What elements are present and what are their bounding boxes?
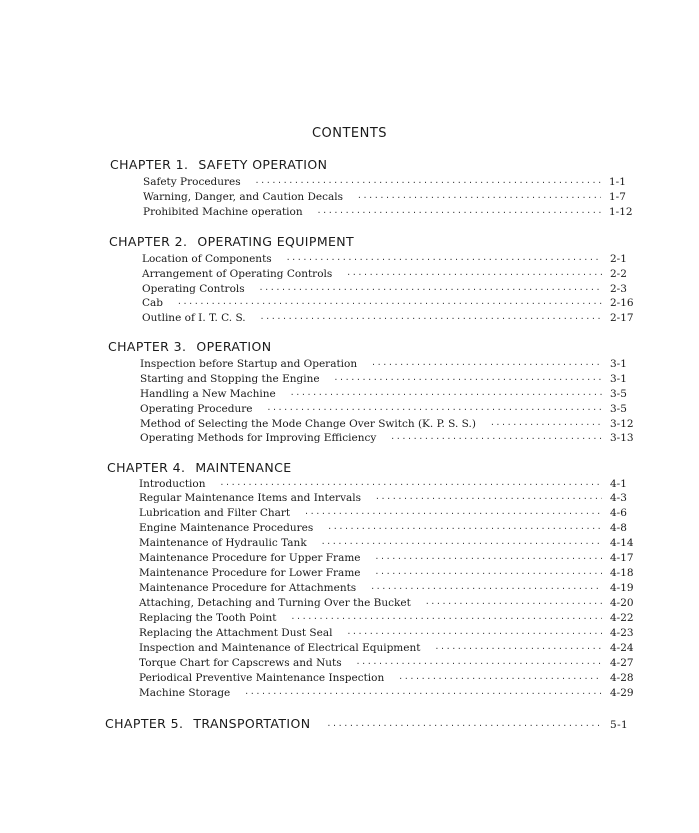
dot-leader xyxy=(375,552,603,567)
entry-label: Operating Procedure xyxy=(140,403,253,415)
entry-label: Location of Components xyxy=(142,253,272,265)
toc-entry[interactable] xyxy=(139,581,644,596)
toc-entry[interactable] xyxy=(139,477,644,492)
entry-label: Lubrication and Filter Chart xyxy=(139,507,291,519)
entry-label: Maintenance Procedure for Attachments xyxy=(139,582,357,594)
toc-entry[interactable] xyxy=(139,551,644,566)
dot-leader xyxy=(291,612,602,627)
entry-page: 1-12 xyxy=(609,206,633,218)
dot-leader xyxy=(327,522,602,537)
toc-entry[interactable] xyxy=(142,267,644,282)
entry-page: 3-5 xyxy=(610,403,627,415)
toc-entry[interactable] xyxy=(139,506,644,521)
entry-page: 2-16 xyxy=(610,297,634,309)
dot-leader xyxy=(334,373,602,388)
dot-leader xyxy=(321,537,602,552)
dot-leader xyxy=(370,582,602,597)
entry-page: 4-18 xyxy=(610,567,634,579)
chapter-number: CHAPTER 4. xyxy=(107,460,186,475)
chapter-heading xyxy=(109,234,354,249)
entry-page: 1-7 xyxy=(609,191,626,203)
dot-leader xyxy=(177,297,602,312)
toc-entry[interactable] xyxy=(139,626,644,641)
dot-leader xyxy=(398,672,602,687)
entry-page: 4-22 xyxy=(610,612,634,624)
entry-page: 4-19 xyxy=(610,582,634,594)
chapter-title: OPERATION xyxy=(196,339,272,354)
entry-label: Operating Methods for Improving Efficiency xyxy=(140,432,377,444)
entry-label: Method of Selecting the Mode Change Over Switch (K. P. S. S.) xyxy=(140,418,476,430)
toc-entry[interactable] xyxy=(143,175,643,190)
toc-entry[interactable] xyxy=(142,296,644,311)
entry-label: Attaching, Detaching and Turning Over the Bucket xyxy=(139,597,411,609)
entry-page: 3-1 xyxy=(610,373,627,385)
dot-leader xyxy=(434,642,602,657)
entry-label: Handling a New Machine xyxy=(140,388,276,400)
toc-entry[interactable] xyxy=(139,566,644,581)
entry-label: Inspection and Maintenance of Electrical Equipment xyxy=(139,642,421,654)
dot-leader xyxy=(371,358,602,373)
dot-leader xyxy=(375,492,602,507)
chapter-title: MAINTENANCE xyxy=(195,460,292,475)
entry-page: 4-23 xyxy=(610,627,634,639)
chapter-title: TRANSPORTATION xyxy=(193,716,311,731)
toc-entry[interactable] xyxy=(140,372,644,387)
entry-label: Safety Procedures xyxy=(143,176,241,188)
entry-page: 2-17 xyxy=(610,312,634,324)
toc-entry[interactable] xyxy=(139,671,644,686)
entry-label: Starting and Stopping the Engine xyxy=(140,373,320,385)
entry-page: 2-2 xyxy=(610,268,627,280)
entry-label: Engine Maintenance Procedures xyxy=(139,522,314,534)
entry-label: Arrangement of Operating Controls xyxy=(142,268,333,280)
entry-label: Prohibited Machine operation xyxy=(143,206,303,218)
toc-entry[interactable] xyxy=(139,641,644,656)
chapter-number: CHAPTER 5. xyxy=(105,716,184,731)
chapter-heading[interactable] xyxy=(105,716,644,735)
dot-leader xyxy=(255,176,601,191)
dot-leader xyxy=(356,657,602,672)
dot-leader xyxy=(286,253,602,268)
dot-leader xyxy=(266,403,602,418)
toc-entry[interactable] xyxy=(142,282,644,297)
toc-entry[interactable] xyxy=(139,596,644,611)
entry-page: 4-3 xyxy=(610,492,627,504)
toc-entry[interactable] xyxy=(139,656,644,671)
page-title: CONTENTS xyxy=(311,126,388,141)
entry-page: 3-13 xyxy=(610,432,634,444)
entry-page: 4-17 xyxy=(610,552,634,564)
dot-leader xyxy=(375,567,603,582)
entry-page: 4-6 xyxy=(610,507,627,519)
toc-entry[interactable] xyxy=(143,205,643,220)
entry-label: Outline of I. T. C. S. xyxy=(142,312,246,324)
toc-entry[interactable] xyxy=(140,387,644,402)
entry-page: 4-20 xyxy=(610,597,634,609)
toc-entry[interactable] xyxy=(139,686,644,701)
toc-entry[interactable] xyxy=(139,611,644,626)
dot-leader xyxy=(425,597,602,612)
entry-page: 4-8 xyxy=(610,522,627,534)
entry-page: 3-12 xyxy=(610,418,634,430)
toc-entry[interactable] xyxy=(139,521,644,536)
entry-label: Inspection before Startup and Operation xyxy=(140,358,358,370)
entry-label: Replacing the Tooth Point xyxy=(139,612,277,624)
entry-page: 5-1 xyxy=(610,719,629,731)
chapter-title: OPERATING EQUIPMENT xyxy=(197,234,355,249)
entry-label: Maintenance Procedure for Lower Frame xyxy=(139,567,361,579)
chapter-heading xyxy=(110,157,327,172)
entry-page: 1-1 xyxy=(609,176,626,188)
chapter-number: CHAPTER 3. xyxy=(108,339,187,354)
dot-leader xyxy=(346,268,602,283)
dot-leader xyxy=(260,312,602,327)
dot-leader xyxy=(390,432,602,447)
dot-leader xyxy=(317,206,601,221)
dot-leader xyxy=(346,627,602,642)
entry-page: 3-1 xyxy=(610,358,627,370)
entry-page: 4-29 xyxy=(610,687,634,699)
chapter-heading xyxy=(107,460,292,475)
toc-entry[interactable] xyxy=(140,417,644,432)
chapter-heading xyxy=(108,339,272,354)
entry-page: 4-24 xyxy=(610,642,634,654)
entry-label: Replacing the Attachment Dust Seal xyxy=(139,627,333,639)
toc-entry[interactable] xyxy=(139,491,644,506)
dot-leader xyxy=(304,507,602,522)
toc-entry[interactable] xyxy=(139,536,644,551)
entry-page: 4-14 xyxy=(610,537,634,549)
entry-label: Torque Chart for Capscrews and Nuts xyxy=(139,657,342,669)
entry-label: Introduction xyxy=(139,478,206,490)
entry-label: Machine Storage xyxy=(139,687,231,699)
toc-entry[interactable] xyxy=(142,252,644,267)
toc-entry[interactable] xyxy=(140,431,644,446)
entry-label: Warning, Danger, and Caution Decals xyxy=(143,191,344,203)
entry-label: Cab xyxy=(142,297,164,309)
dot-leader xyxy=(244,687,602,702)
toc-entry[interactable] xyxy=(143,190,643,205)
entry-page: 4-28 xyxy=(610,672,634,684)
dot-leader xyxy=(290,388,602,403)
toc-entry[interactable] xyxy=(140,357,644,372)
entry-page: 2-3 xyxy=(610,283,627,295)
entry-label: Regular Maintenance Items and Intervals xyxy=(139,492,362,504)
toc-entry[interactable] xyxy=(142,311,644,326)
entry-label: Maintenance Procedure for Upper Frame xyxy=(139,552,361,564)
dot-leader xyxy=(357,191,601,206)
dot-leader xyxy=(327,721,602,735)
chapter-title: SAFETY OPERATION xyxy=(198,157,328,172)
entry-label: Operating Controls xyxy=(142,283,245,295)
entry-page: 2-1 xyxy=(610,253,627,265)
entry-page: 4-27 xyxy=(610,657,634,669)
entry-label: Maintenance of Hydraulic Tank xyxy=(139,537,307,549)
entry-label: Periodical Preventive Maintenance Inspection xyxy=(139,672,385,684)
entry-page: 4-1 xyxy=(610,478,627,490)
toc-entry[interactable] xyxy=(140,402,644,417)
chapter-number: CHAPTER 1. xyxy=(110,157,189,172)
chapter-number: CHAPTER 2. xyxy=(109,234,188,249)
entry-page: 3-5 xyxy=(610,388,627,400)
